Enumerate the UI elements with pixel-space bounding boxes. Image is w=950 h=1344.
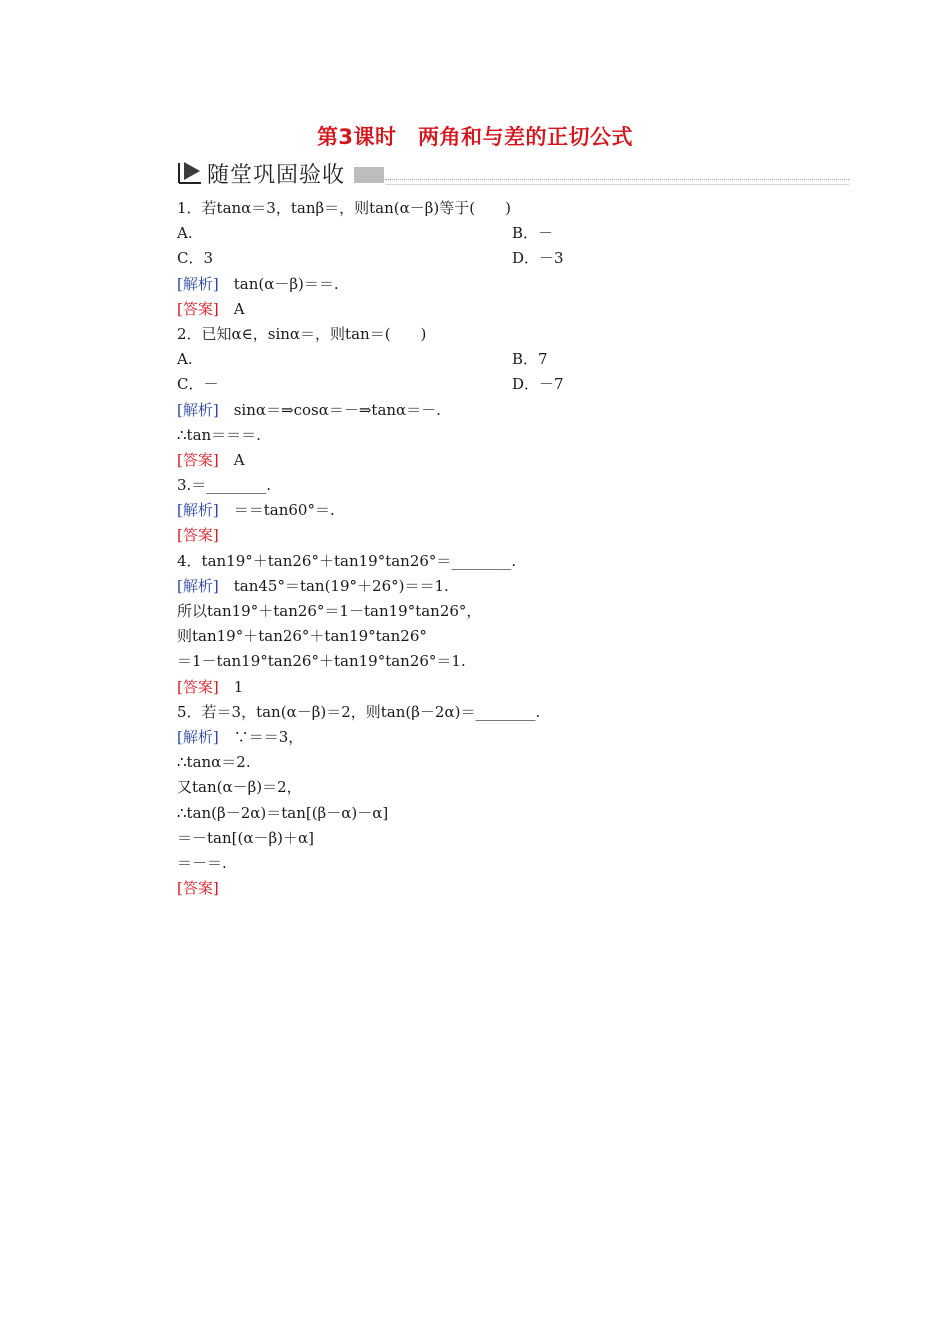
question-1-options-ab <box>177 221 849 246</box>
analysis-label: [解析] <box>177 274 219 293</box>
question-2-options-cd <box>177 372 849 397</box>
question-3-analysis <box>177 498 849 523</box>
question-5-analysis-line: ＝－tan[(α－β)＋α] <box>177 828 314 847</box>
analysis-label: [解析] <box>177 400 219 419</box>
question-2-stem: 2．已知α∈，sinα＝，则tan＝( ) <box>177 324 427 343</box>
section-bar <box>354 167 384 183</box>
question-2-analysis <box>177 398 849 423</box>
question-5-stem: 5．若＝3，tan(α－β)＝2，则tan(β－2α)＝________. <box>177 702 541 721</box>
exercise-list <box>177 196 849 901</box>
question-4-analysis <box>177 574 849 599</box>
question-4-analysis-line: 所以tan19°＋tan26°＝1－tan19°tan26°， <box>177 602 482 620</box>
question-5-analysis-line: 又tan(α－β)＝2， <box>177 778 302 797</box>
option-b: B．－ <box>512 224 554 243</box>
question-2-answer <box>177 448 849 473</box>
dotted-divider <box>385 179 849 180</box>
answer-label: [答案] <box>177 879 219 898</box>
question-5-analysis <box>177 725 849 750</box>
play-arrow-icon <box>177 159 203 185</box>
answer-text: A <box>233 450 245 469</box>
answer-text: 1 <box>233 677 244 696</box>
option-c: C．3 <box>177 249 214 268</box>
analysis-label: [解析] <box>177 727 219 746</box>
question-5-analysis-line: ∴tan(β－2α)＝tan[(β－α)－α] <box>177 803 389 822</box>
question-1-analysis <box>177 272 849 297</box>
option-d: D．－3 <box>512 249 564 268</box>
option-a: A. <box>177 350 193 369</box>
question-3-answer <box>177 523 849 548</box>
question-4-analysis-line: 则tan19°＋tan26°＋tan19°tan26° <box>177 627 427 646</box>
analysis-text: tan45°＝tan(19°＋26°)＝＝1. <box>233 576 449 595</box>
analysis-text: ＝＝tan60°＝. <box>233 501 335 520</box>
answer-label: [答案] <box>177 299 219 318</box>
option-c: C．－ <box>177 375 219 394</box>
question-5-analysis-line: ∴tanα＝2. <box>177 753 251 772</box>
question-4-analysis-line: ＝1－tan19°tan26°＋tan19°tan26°＝1. <box>177 652 466 671</box>
question-1-answer <box>177 297 849 322</box>
section-heading: 随堂巩固验收 <box>207 163 346 188</box>
analysis-label: [解析] <box>177 501 219 520</box>
answer-label: [答案] <box>177 526 219 545</box>
question-3-stem: 3.＝________. <box>177 476 272 495</box>
question-2-options-ab <box>177 347 849 372</box>
page-title: 第3课时 两角和与差的正切公式 <box>316 125 634 149</box>
section-header <box>177 157 849 187</box>
question-1-options-cd <box>177 246 849 271</box>
analysis-text: ∵＝＝3， <box>233 727 304 746</box>
question-5-analysis-line: ＝－＝. <box>177 853 227 872</box>
analysis-text: tan(α－β)＝＝. <box>233 274 339 293</box>
question-4-stem: 4．tan19°＋tan26°＋tan19°tan26°＝________. <box>177 551 517 570</box>
question-5-answer <box>177 876 849 901</box>
question-2-analysis-line: ∴tan＝＝＝. <box>177 425 261 444</box>
answer-label: [答案] <box>177 450 219 469</box>
question-4-answer <box>177 675 849 700</box>
analysis-label: [解析] <box>177 576 219 595</box>
option-b: B．7 <box>512 350 548 369</box>
divider <box>385 184 849 185</box>
answer-label: [答案] <box>177 677 219 696</box>
answer-text: A <box>233 299 245 318</box>
question-1-stem: 1．若tanα＝3，tanβ＝，则tan(α－β)等于( ) <box>177 199 511 217</box>
option-d: D．－7 <box>512 375 564 394</box>
analysis-text: sinα＝⇒cosα＝－⇒tanα＝－. <box>233 400 441 419</box>
option-a: A. <box>177 224 193 243</box>
